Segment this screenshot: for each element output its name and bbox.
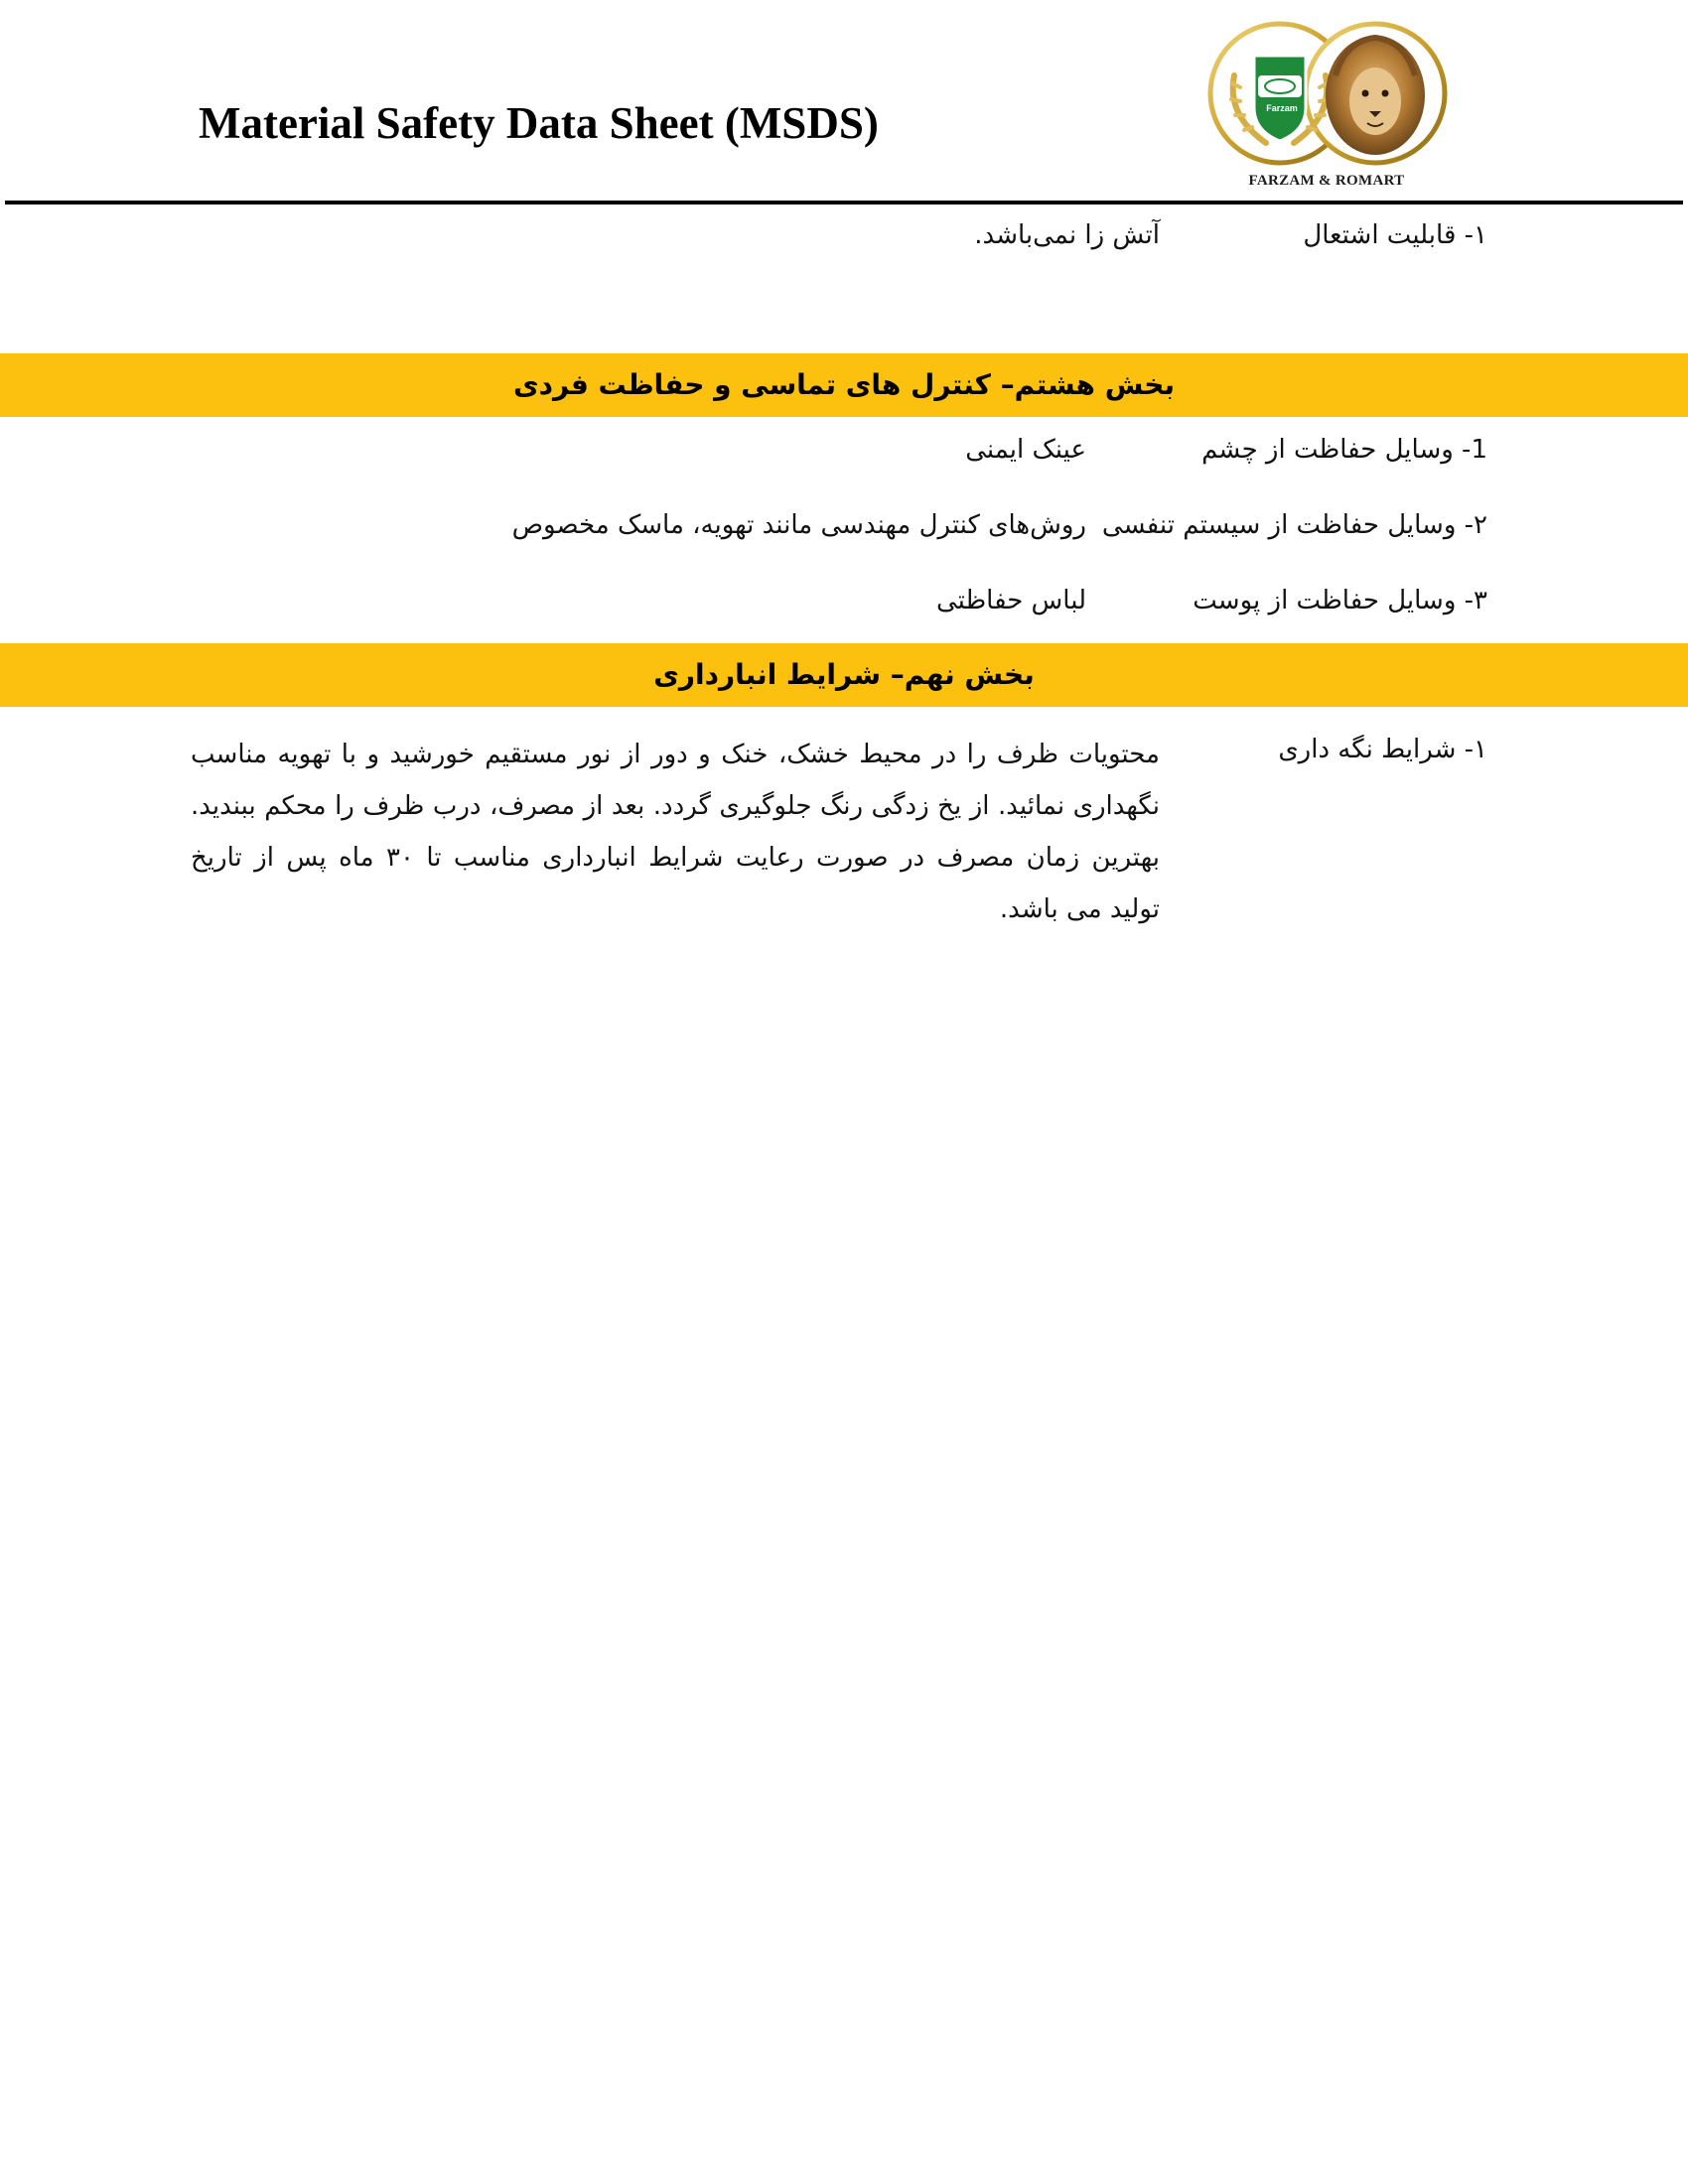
- skin-protection-label: ۳- وسایل حفاظت از پوست: [1193, 586, 1487, 615]
- respiratory-protection-value: روش‌های کنترل مهندسی مانند تهویه، ماسک مخصوص: [511, 510, 1086, 540]
- document-title: Material Safety Data Sheet (MSDS): [199, 98, 879, 148]
- company-logo: [1196, 16, 1457, 195]
- logo-mark-text: Farzam: [1266, 103, 1298, 113]
- logo-emblem-icon: [1196, 16, 1457, 175]
- logo-caption: FARZAM & ROMART: [1248, 173, 1405, 189]
- storage-conditions-value: محتویات ظرف را در محیط خشک، خنک و دور از نور مستقیم خورشید و با تهویه مناسب نگهداری نمائید. از یخ زدگی رنگ جلوگیری گردد. بعد از مصرف، درب ظرف را محکم ببندید. بهترین زمان مصرف در صورت رعایت شرایط انبارداری مناسب تا ۳۰ ماه پس از تاریخ تولید می باشد.: [191, 740, 1161, 924]
- eye-protection-label: 1- وسایل حفاظت از چشم: [1201, 435, 1487, 465]
- skin-protection-value: لباس حفاظتی: [935, 586, 1086, 615]
- flammability-label: ۱- قابلیت اشتعال: [1303, 220, 1487, 250]
- section-8-title: بخش هشتم– کنترل های تماسی و حفاظت فردی: [513, 368, 1175, 401]
- flammability-value: آتش زا نمی‌باشد.: [974, 220, 1160, 250]
- storage-conditions-label: ۱- شرایط نگه داری: [1278, 735, 1487, 764]
- section-9-header: [0, 643, 1688, 707]
- eye-protection-value: عینک ایمنی: [965, 435, 1086, 465]
- respiratory-protection-label: ۲- وسایل حفاظت از سیستم تنفسی: [1101, 510, 1487, 540]
- header-divider: [5, 201, 1683, 205]
- section-8-header: [0, 353, 1688, 417]
- section-9-title: بخش نهم– شرایط انبارداری: [653, 658, 1035, 691]
